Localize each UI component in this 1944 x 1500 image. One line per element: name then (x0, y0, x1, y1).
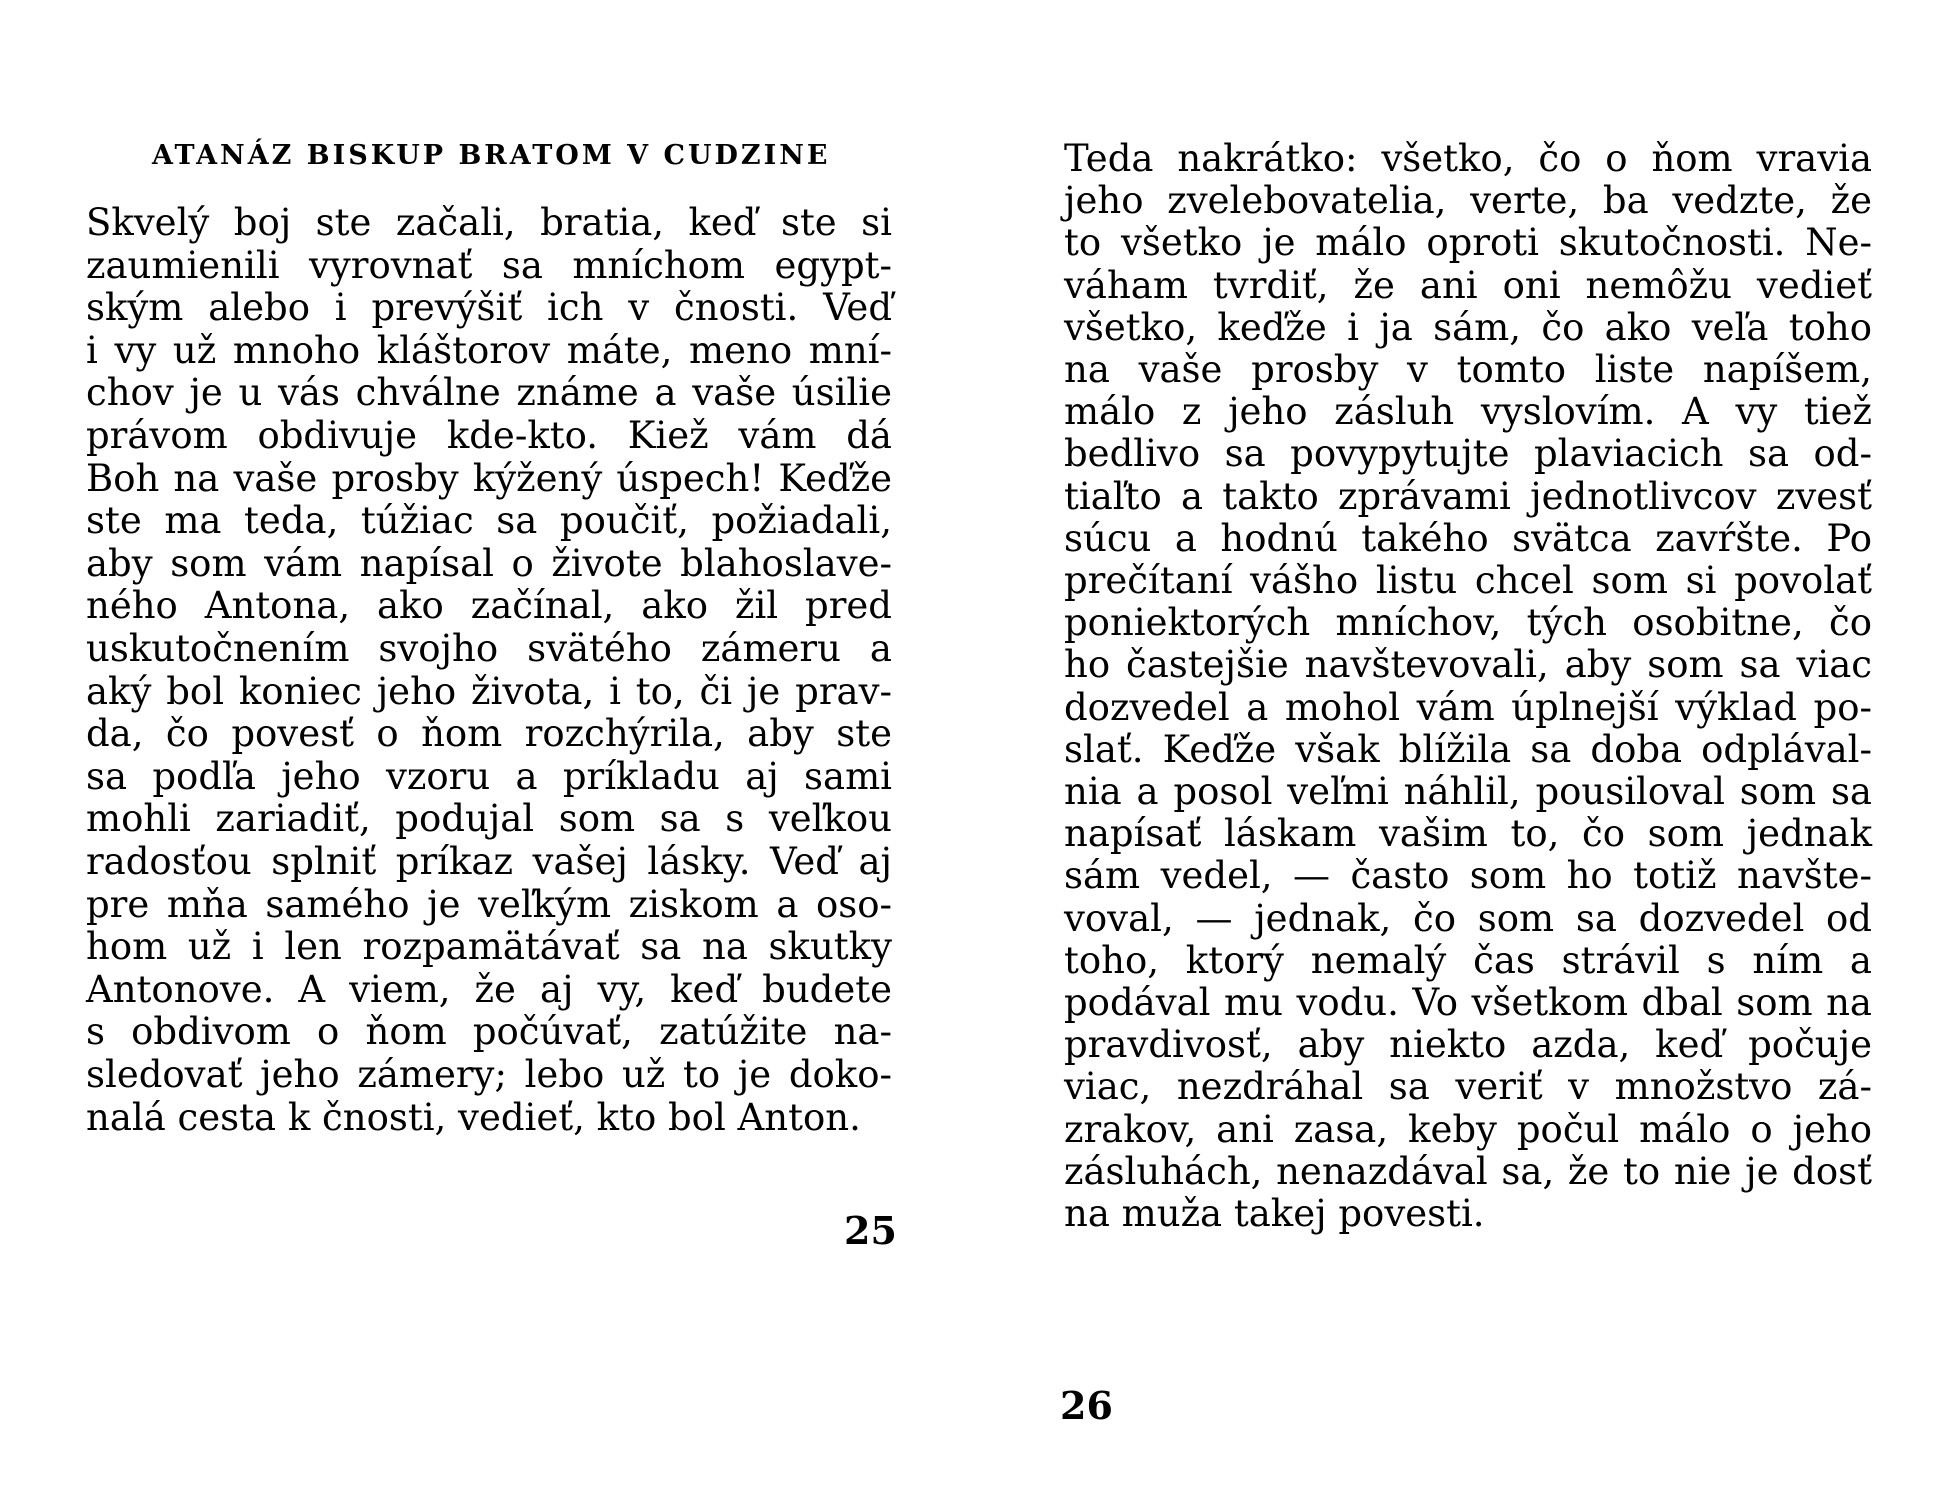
text-line: ho častejšie navštevovali, aby som sa viac (1064, 643, 1872, 687)
text-line: chov je u vás chválne známe a vaše úsilie (86, 371, 892, 415)
text-line: ného Antona, ako začínal, ako žil pred (86, 584, 892, 628)
text-line: poniektorých mníchov, tých osobitne, čo (1064, 601, 1872, 645)
text-line: sa podľa jeho vzoru a príkladu aj sami (86, 754, 892, 798)
text-line: Teda nakrátko: všetko, čo o ňom vravia (1064, 137, 1872, 180)
text-line: radosťou splniť príkaz vašej lásky. Veď aj (86, 840, 892, 883)
text-line: dozvedel a mohol vám úplnejší výklad po- (1064, 685, 1872, 729)
text-line: súcu a hodnú takého svätca zavŕšte. Po (1064, 516, 1872, 560)
text-line: tiaľto a takto zprávami jednotlivcov zvesť (1064, 474, 1872, 518)
text-line: Boh na vaše prosby kýžený úspech! Keďže (86, 456, 892, 500)
text-line: sledovať jeho zámery; lebo už to je doko- (86, 1053, 892, 1096)
text-line: hom už i len rozpamätávať sa na skutky (86, 925, 892, 969)
text-line: Skvelý boj ste začali, bratia, keď ste si (86, 201, 892, 244)
text-line: slať. Keďže však blížila sa doba odplával- (1064, 727, 1872, 771)
text-line: aby som vám napísal o živote blahoslave- (86, 541, 892, 585)
text-line: ským alebo i prevýšiť ich v čnosti. Veď (86, 286, 892, 330)
text-line: sám vedel, — často som ho totiž navšte- (1064, 854, 1872, 898)
page-number: 26 (1060, 1383, 1113, 1428)
text-line: zrakov, ani zasa, keby počul málo o jeho (1064, 1107, 1872, 1151)
text-line: voval, — jednak, čo som sa dozvedel od (1064, 896, 1872, 940)
text-line: na vaše prosby v tomto liste napíšem, (1064, 348, 1872, 391)
running-head: ATANÁZ BISKUP BRATOM V CUDZINE (152, 140, 831, 171)
text-line: mohli zariadiť, podujal som sa s veľkou (86, 797, 892, 841)
text-line: na muža takej povesti. (1064, 1192, 1485, 1235)
text-line: i vy už mnoho kláštorov máte, meno mní- (86, 328, 892, 372)
text-line: málo z jeho zásluh vyslovím. A vy tiež (1064, 390, 1872, 434)
text-line: pravdivosť, aby niekto azda, keď počuje (1064, 1023, 1872, 1067)
right-page (1060, 137, 1884, 1440)
text-line: zásluhách, nenazdával sa, že to nie je dosť (1064, 1149, 1872, 1193)
text-line: viac, nezdráhal sa veriť v množstvo zá- (1064, 1065, 1872, 1109)
text-line: napísať láskam vašim to, čo som jednak (1064, 812, 1872, 856)
text-line: jeho zvelebovatelia, verte, ba vedzte, že (1064, 179, 1872, 223)
text-line: ste ma teda, túžiac sa poučiť, požiadali, (86, 499, 892, 543)
text-line: uskutočnením svojho svätého zámeru a (86, 627, 892, 670)
text-line: toho, ktorý nemalý čas strávil s ním a (1064, 938, 1872, 982)
text-line: Antonove. A viem, že aj vy, keď budete (86, 967, 892, 1011)
text-line: nalá cesta k čnosti, vedieť, kto bol Anton. (86, 1095, 861, 1139)
text-line: bedlivo sa povypytujte plaviacich sa od- (1064, 432, 1872, 476)
text-line: podával mu vodu. Vo všetkom dbal som na (1064, 981, 1872, 1024)
text-line: da, čo povesť o ňom rozchýrila, aby ste (86, 712, 892, 756)
left-page (86, 140, 896, 1290)
text-line: váham tvrdiť, že ani oni nemôžu vedieť (1064, 263, 1872, 307)
text-line: nia a posol veľmi náhlil, pousiloval som sa (1064, 770, 1872, 813)
text-line: zaumienili vyrovnať sa mníchom egypt- (86, 243, 892, 287)
text-line: s obdivom o ňom počúvať, zatúžite na- (86, 1010, 892, 1054)
text-line: právom obdivuje kde-kto. Kiež vám dá (86, 414, 892, 457)
text-line: prečítaní vášho listu chcel som si povolať (1064, 559, 1872, 602)
text-line: všetko, keďže i ja sám, čo ako veľa toho (1064, 305, 1872, 349)
page-number: 25 (844, 1208, 897, 1253)
text-line: to všetko je málo oproti skutočnosti. Ne- (1064, 221, 1872, 265)
text-line: aký bol koniec jeho života, i to, či je prav- (86, 669, 892, 713)
text-line: pre mňa samého je veľkým ziskom a oso- (86, 882, 892, 926)
